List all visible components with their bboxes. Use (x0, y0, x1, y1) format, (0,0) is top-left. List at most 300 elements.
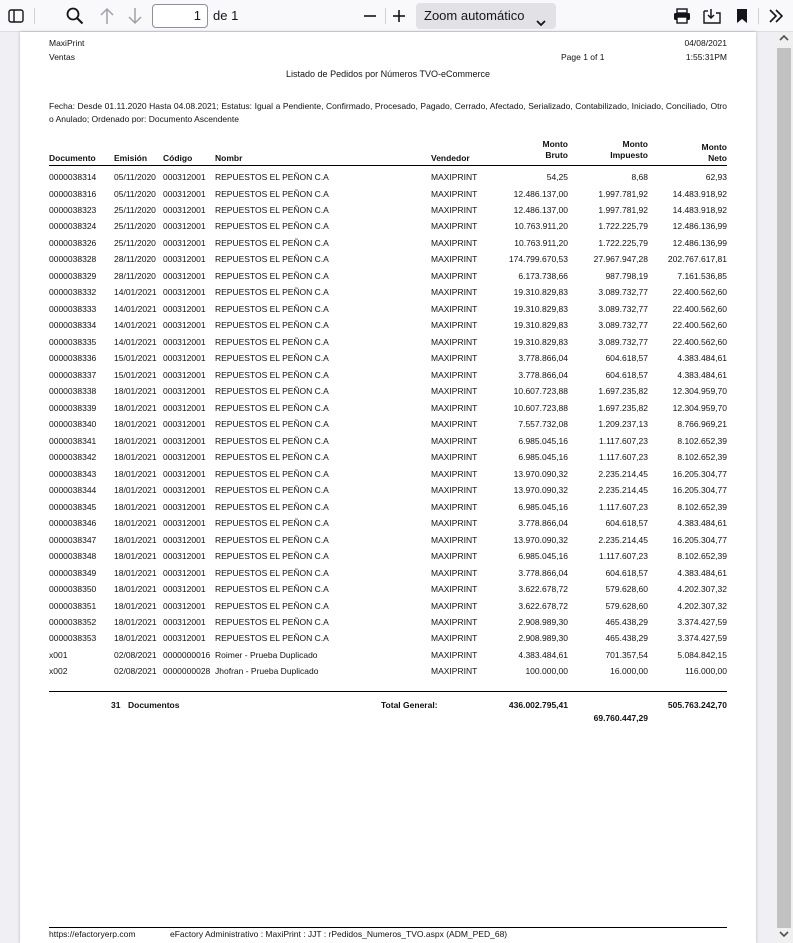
cell-vendedor: MAXIPRINT (431, 353, 478, 364)
cell-documento: x002 (49, 666, 68, 677)
cell-codigo: 000312001 (163, 188, 206, 199)
cell-monto-neto: 14.483.918,92 (672, 205, 727, 215)
cell-nombre: REPUESTOS EL PEÑON C.A (215, 468, 329, 479)
cell-monto-bruto: 3.778.866,04 (518, 369, 568, 380)
column-vendedor: Vendedor (431, 153, 470, 163)
cell-codigo: 000312001 (163, 320, 206, 331)
cell-monto-impuesto: 987.798,19 (605, 270, 648, 281)
cell-documento: 0000038338 (49, 386, 97, 397)
cell-codigo: 000312001 (163, 468, 206, 479)
cell-monto-impuesto: 1.209.237,13 (598, 419, 648, 430)
cell-monto-bruto: 12.486.137,00 (513, 205, 568, 215)
cell-vendedor: MAXIPRINT (431, 303, 478, 314)
scroll-down-icon[interactable] (779, 930, 789, 941)
cell-monto-impuesto: 465.438,29 (605, 633, 648, 644)
cell-monto-neto: 7.161.536,85 (677, 270, 727, 281)
cell-codigo: 000312001 (163, 534, 206, 545)
cell-documento: 0000038328 (49, 254, 97, 265)
cell-vendedor: MAXIPRINT (431, 270, 478, 281)
save-icon[interactable] (700, 4, 724, 28)
cell-codigo: 000312001 (163, 633, 206, 644)
cell-codigo: 000312001 (163, 617, 206, 627)
cell-monto-neto: 3.374.427,59 (677, 633, 727, 644)
cell-codigo: 000312001 (163, 205, 206, 215)
cell-monto-bruto: 19.310.829,83 (513, 336, 568, 347)
cell-vendedor: MAXIPRINT (431, 518, 478, 529)
module-name: Ventas (49, 52, 75, 62)
cell-monto-impuesto: 16.000,00 (610, 666, 648, 677)
cell-documento: 0000038352 (49, 617, 97, 627)
cell-monto-impuesto: 604.618,57 (605, 567, 648, 578)
cell-vendedor: MAXIPRINT (431, 172, 478, 182)
cell-nombre: REPUESTOS EL PEÑON C.A (215, 584, 329, 594)
cell-emision: 18/01/2021 (114, 386, 157, 397)
page-number-input[interactable]: 1 (152, 4, 208, 28)
cell-monto-impuesto: 2.235.214,45 (598, 534, 648, 545)
cell-codigo: 000312001 (163, 287, 206, 298)
cell-nombre: REPUESTOS EL PEÑON C.A (215, 435, 329, 446)
cell-emision: 18/01/2021 (114, 567, 157, 578)
cell-monto-impuesto: 3.089.732,77 (598, 336, 648, 347)
cell-monto-neto: 62,93 (705, 172, 727, 182)
zoom-in-icon[interactable] (387, 4, 411, 28)
cell-monto-impuesto: 3.089.732,77 (598, 287, 648, 298)
cell-codigo: 000312001 (163, 485, 206, 496)
cell-documento: 0000038353 (49, 633, 97, 644)
cell-nombre: REPUESTOS EL PEÑON C.A (215, 419, 329, 430)
cell-monto-bruto: 13.970.090,32 (513, 468, 568, 479)
cell-documento: 0000038345 (49, 501, 97, 512)
search-icon[interactable] (63, 4, 87, 28)
cell-nombre: REPUESTOS EL PEÑON C.A (215, 254, 329, 265)
cell-monto-bruto: 3.778.866,04 (518, 353, 568, 364)
cell-monto-neto: 8.102.652,39 (677, 551, 727, 561)
cell-nombre: REPUESTOS EL PEÑON C.A (215, 205, 329, 215)
cell-monto-bruto: 100.000,00 (525, 666, 568, 677)
cell-monto-neto: 4.383.484,61 (677, 369, 727, 380)
cell-monto-neto: 12.486.136,99 (672, 221, 727, 232)
cell-monto-neto: 202.767.617,81 (667, 254, 727, 265)
cell-monto-impuesto: 2.235.214,45 (598, 485, 648, 496)
cell-nombre: REPUESTOS EL PEÑON C.A (215, 237, 329, 248)
cell-codigo: 000312001 (163, 237, 206, 248)
cell-vendedor: MAXIPRINT (431, 666, 478, 677)
print-icon[interactable] (670, 4, 694, 28)
cell-monto-bruto: 13.970.090,32 (513, 534, 568, 545)
cell-monto-bruto: 6.985.045,16 (518, 452, 568, 463)
cell-vendedor: MAXIPRINT (431, 320, 478, 331)
cell-monto-impuesto: 1.997.781,92 (598, 188, 648, 199)
cell-codigo: 000312001 (163, 452, 206, 463)
cell-monto-impuesto: 1.117.607,23 (599, 435, 648, 446)
cell-monto-impuesto: 27.967.947,28 (593, 254, 648, 265)
cell-codigo: 0000000028 (163, 666, 211, 677)
cell-nombre: REPUESTOS EL PEÑON C.A (215, 172, 329, 182)
cell-emision: 14/01/2021 (114, 336, 157, 347)
cell-monto-bruto: 13.970.090,32 (513, 485, 568, 496)
next-page-icon[interactable] (123, 4, 147, 28)
cell-nombre: REPUESTOS EL PEÑON C.A (215, 386, 329, 397)
cell-monto-neto: 22.400.562,60 (672, 303, 727, 314)
cell-codigo: 000312001 (163, 435, 206, 446)
cell-codigo: 000312001 (163, 600, 206, 611)
cell-monto-impuesto: 2.235.214,45 (598, 468, 648, 479)
cell-monto-bruto: 6.985.045,16 (518, 551, 568, 561)
cell-codigo: 000312001 (163, 353, 206, 364)
total-count: 31 (111, 700, 121, 710)
cell-nombre: REPUESTOS EL PEÑON C.A (215, 501, 329, 512)
column-codigo: Código (163, 153, 193, 163)
cell-codigo: 000312001 (163, 551, 206, 561)
cell-documento: 0000038340 (49, 419, 97, 430)
cell-nombre: REPUESTOS EL PEÑON C.A (215, 353, 329, 364)
cell-documento: 0000038333 (49, 303, 97, 314)
cell-emision: 18/01/2021 (114, 501, 157, 512)
cell-monto-bruto: 2.908.989,30 (518, 617, 568, 627)
scroll-up-icon[interactable] (779, 34, 789, 45)
report-date: 04/08/2021 (684, 38, 727, 48)
cell-monto-bruto: 19.310.829,83 (513, 303, 568, 314)
cell-nombre: REPUESTOS EL PEÑON C.A (215, 600, 329, 611)
report-title: Listado de Pedidos por Números TVO-eCommerce (286, 69, 490, 79)
cell-emision: 18/01/2021 (114, 534, 157, 545)
cell-emision: 18/01/2021 (114, 584, 157, 594)
cell-nombre: REPUESTOS EL PEÑON C.A (215, 303, 329, 314)
cell-nombre: REPUESTOS EL PEÑON C.A (215, 551, 329, 561)
cell-nombre: REPUESTOS EL PEÑON C.A (215, 369, 329, 380)
cell-documento: x001 (49, 649, 68, 660)
cell-monto-neto: 22.400.562,60 (672, 336, 727, 347)
cell-vendedor: MAXIPRINT (431, 617, 478, 627)
cell-vendedor: MAXIPRINT (431, 435, 478, 446)
total-impuesto: 69.760.447,29 (593, 713, 648, 723)
cell-monto-neto: 3.374.427,59 (677, 617, 727, 627)
cell-monto-impuesto: 1.997.781,92 (598, 205, 648, 215)
cell-monto-neto: 4.383.484,61 (677, 567, 727, 578)
cell-vendedor: MAXIPRINT (431, 452, 478, 463)
cell-monto-bruto: 6.985.045,16 (518, 501, 568, 512)
cell-emision: 02/08/2021 (114, 649, 157, 660)
cell-vendedor: MAXIPRINT (431, 188, 478, 199)
cell-documento: 0000038337 (49, 369, 97, 380)
cell-codigo: 000312001 (163, 501, 206, 512)
cell-emision: 28/11/2020 (114, 254, 156, 265)
footer-url[interactable]: https://efactoryerp.com (49, 929, 136, 939)
cell-documento: 0000038339 (49, 402, 97, 413)
cell-monto-bruto: 3.778.866,04 (518, 518, 568, 529)
cell-nombre: REPUESTOS EL PEÑON C.A (215, 617, 329, 627)
cell-codigo: 000312001 (163, 386, 206, 397)
page-label: Page 1 of 1 (561, 52, 605, 62)
cell-vendedor: MAXIPRINT (431, 567, 478, 578)
cell-emision: 14/01/2021 (114, 287, 157, 298)
cell-codigo: 000312001 (163, 270, 206, 281)
cell-monto-neto: 8.766.969,21 (677, 419, 727, 430)
cell-vendedor: MAXIPRINT (431, 468, 478, 479)
cell-vendedor: MAXIPRINT (431, 237, 478, 248)
cell-vendedor: MAXIPRINT (431, 551, 478, 561)
cell-nombre: REPUESTOS EL PEÑON C.A (215, 402, 329, 413)
cell-monto-bruto: 10.763.911,20 (514, 237, 568, 248)
cell-vendedor: MAXIPRINT (431, 254, 478, 265)
cell-monto-bruto: 3.778.866,04 (518, 567, 568, 578)
cell-codigo: 000312001 (163, 221, 206, 232)
cell-vendedor: MAXIPRINT (431, 419, 478, 430)
cell-monto-impuesto: 8,68 (631, 172, 648, 182)
cell-documento: 0000038326 (49, 237, 97, 248)
cell-documento: 0000038349 (49, 567, 97, 578)
cell-monto-bruto: 54,25 (546, 172, 568, 182)
cell-nombre: Jhofran - Prueba Duplicado (215, 666, 319, 677)
cell-monto-impuesto: 1.697.235,82 (598, 402, 648, 413)
cell-nombre: REPUESTOS EL PEÑON C.A (215, 534, 329, 545)
cell-monto-neto: 16.205.304,77 (672, 468, 727, 479)
cell-nombre: REPUESTOS EL PEÑON C.A (215, 452, 329, 463)
pdf-toolbar (0, 0, 793, 32)
cell-monto-bruto: 2.908.989,30 (518, 633, 568, 644)
cell-monto-impuesto: 1.697.235,82 (598, 386, 648, 397)
cell-codigo: 000312001 (163, 369, 206, 380)
cell-documento: 0000038323 (49, 205, 97, 215)
cell-codigo: 000312001 (163, 336, 206, 347)
cell-monto-neto: 8.102.652,39 (677, 435, 727, 446)
cell-monto-impuesto: 604.618,57 (605, 518, 648, 529)
cell-emision: 05/11/2020 (114, 172, 156, 182)
cell-nombre: REPUESTOS EL PEÑON C.A (215, 336, 329, 347)
report-time: 1:55:31PM (685, 52, 727, 62)
report-filters: Fecha: Desde 01.11.2020 Hasta 04.08.2021; Estatus: Igual a Pendiente, Confirmado, Procesado, Pagado, Cerrado, Afectado, Serializado, Contabilizado, Iniciado, Conciliado, Otro o Anulado; Ordenado por: Documento Ascendente (49, 101, 727, 124)
cell-codigo: 000312001 (163, 172, 206, 182)
page-count-label: de 1 (213, 8, 239, 23)
cell-emision: 18/01/2021 (114, 617, 157, 627)
cell-monto-bruto: 19.310.829,83 (513, 320, 568, 331)
cell-monto-bruto: 4.383.484,61 (518, 649, 568, 660)
previous-page-icon[interactable] (95, 4, 119, 28)
zoom-out-icon[interactable] (358, 4, 382, 28)
cell-monto-impuesto: 579.628,60 (605, 584, 648, 594)
cell-emision: 18/01/2021 (114, 633, 157, 644)
cell-vendedor: MAXIPRINT (431, 336, 478, 347)
toolbar-separator (34, 8, 35, 24)
cell-monto-neto: 12.304.959,70 (672, 386, 727, 397)
cell-codigo: 000312001 (163, 303, 206, 314)
cell-monto-neto: 16.205.304,77 (672, 534, 727, 545)
column-neto-line1: Monto (701, 142, 727, 152)
zoom-select-value: Zoom automático (424, 8, 525, 23)
cell-documento: 0000038341 (49, 435, 97, 446)
cell-monto-neto: 16.205.304,77 (672, 485, 727, 496)
cell-vendedor: MAXIPRINT (431, 649, 478, 660)
toolbar-separator (758, 8, 759, 24)
cell-monto-bruto: 7.557.732,08 (518, 419, 568, 430)
column-bruto-line1: Monto (542, 139, 568, 149)
cell-emision: 18/01/2021 (114, 600, 157, 611)
cell-monto-neto: 8.102.652,39 (677, 501, 727, 512)
cell-documento: 0000038348 (49, 551, 97, 561)
cell-documento: 0000038334 (49, 320, 97, 331)
cell-emision: 25/11/2020 (114, 221, 156, 232)
cell-vendedor: MAXIPRINT (431, 369, 478, 380)
cell-documento: 0000038350 (49, 584, 97, 594)
cell-codigo: 000312001 (163, 419, 206, 430)
cell-emision: 18/01/2021 (114, 402, 157, 413)
cell-emision: 18/01/2021 (114, 518, 157, 529)
cell-nombre: REPUESTOS EL PEÑON C.A (215, 270, 329, 281)
cell-monto-bruto: 6.173.738,66 (518, 270, 568, 281)
column-impuesto-line2: Impuesto (610, 150, 648, 160)
column-nombre: Nombr (215, 153, 243, 163)
cell-monto-impuesto: 701.357,54 (605, 649, 648, 660)
cell-vendedor: MAXIPRINT (431, 584, 478, 594)
cell-documento: 0000038332 (49, 287, 97, 298)
cell-nombre: Roimer - Prueba Duplicado (215, 649, 318, 660)
cell-monto-impuesto: 1.117.607,23 (599, 551, 648, 561)
cell-monto-neto: 116.000,00 (685, 666, 727, 677)
cell-nombre: REPUESTOS EL PEÑON C.A (215, 567, 329, 578)
cell-vendedor: MAXIPRINT (431, 221, 478, 232)
cell-emision: 28/11/2020 (114, 270, 156, 281)
toolbar-separator (385, 8, 386, 24)
cell-nombre: REPUESTOS EL PEÑON C.A (215, 221, 329, 232)
cell-emision: 18/01/2021 (114, 551, 157, 561)
cell-emision: 18/01/2021 (114, 419, 157, 430)
scrollbar-thumb[interactable] (777, 48, 791, 928)
bookmark-icon[interactable] (730, 4, 754, 28)
cell-nombre: REPUESTOS EL PEÑON C.A (215, 320, 329, 331)
cell-vendedor: MAXIPRINT (431, 402, 478, 413)
cell-documento: 0000038346 (49, 518, 97, 529)
total-count-label: Documentos (128, 700, 180, 710)
column-neto-line2: Neto (708, 153, 727, 163)
cell-monto-neto: 4.383.484,61 (677, 353, 727, 364)
cell-documento: 0000038335 (49, 336, 97, 347)
cell-monto-impuesto: 3.089.732,77 (598, 320, 648, 331)
cell-documento: 0000038342 (49, 452, 97, 463)
cell-emision: 18/01/2021 (114, 435, 157, 446)
cell-emision: 14/01/2021 (114, 303, 157, 314)
vertical-scrollbar[interactable] (775, 32, 793, 943)
cell-vendedor: MAXIPRINT (431, 386, 478, 397)
cell-vendedor: MAXIPRINT (431, 633, 478, 644)
cell-documento: 0000038343 (49, 468, 97, 479)
cell-vendedor: MAXIPRINT (431, 600, 478, 611)
total-bruto: 436.002.795,41 (508, 700, 568, 710)
cell-emision: 15/01/2021 (114, 353, 157, 364)
cell-monto-bruto: 6.985.045,16 (518, 435, 568, 446)
cell-vendedor: MAXIPRINT (431, 485, 478, 496)
cell-documento: 0000038347 (49, 534, 97, 545)
cell-nombre: REPUESTOS EL PEÑON C.A (215, 485, 329, 496)
cell-monto-bruto: 19.310.829,83 (513, 287, 568, 298)
cell-emision: 18/01/2021 (114, 485, 157, 496)
cell-monto-impuesto: 604.618,57 (605, 369, 648, 380)
cell-monto-impuesto: 579.628,60 (605, 600, 648, 611)
cell-monto-bruto: 12.486.137,00 (513, 188, 568, 199)
cell-vendedor: MAXIPRINT (431, 534, 478, 545)
cell-monto-bruto: 174.799.670,53 (508, 254, 568, 265)
cell-monto-bruto: 10.763.911,20 (514, 221, 568, 232)
cell-emision: 18/01/2021 (114, 468, 157, 479)
cell-codigo: 000312001 (163, 584, 206, 594)
totals-rule (49, 691, 727, 692)
cell-monto-neto: 12.486.136,99 (672, 237, 727, 248)
cell-monto-neto: 8.102.652,39 (677, 452, 727, 463)
column-bruto-line2: Bruto (545, 150, 568, 160)
header-rule (49, 165, 727, 166)
cell-monto-bruto: 10.607.723,88 (513, 402, 568, 413)
cell-emision: 14/01/2021 (114, 320, 157, 331)
cell-codigo: 0000000016 (163, 649, 211, 660)
cell-monto-neto: 14.483.918,92 (672, 188, 727, 199)
cell-nombre: REPUESTOS EL PEÑON C.A (215, 188, 329, 199)
cell-emision: 02/08/2021 (114, 666, 157, 677)
cell-monto-neto: 5.084.842,15 (677, 649, 727, 660)
cell-nombre: REPUESTOS EL PEÑON C.A (215, 287, 329, 298)
cell-documento: 0000038324 (49, 221, 97, 232)
cell-monto-impuesto: 1.117.607,23 (599, 501, 648, 512)
cell-vendedor: MAXIPRINT (431, 501, 478, 512)
cell-documento: 0000038336 (49, 353, 97, 364)
footer-rule (49, 927, 727, 928)
cell-monto-bruto: 3.622.678,72 (518, 584, 568, 594)
company-name: MaxiPrint (49, 38, 85, 48)
cell-monto-impuesto: 1.722.225,79 (598, 221, 648, 232)
cell-monto-impuesto: 465.438,29 (605, 617, 648, 627)
cell-documento: 0000038314 (49, 172, 97, 182)
cell-monto-neto: 22.400.562,60 (672, 320, 727, 331)
cell-nombre: REPUESTOS EL PEÑON C.A (215, 518, 329, 529)
cell-nombre: REPUESTOS EL PEÑON C.A (215, 633, 329, 644)
cell-documento: 0000038316 (49, 188, 97, 199)
cell-vendedor: MAXIPRINT (431, 205, 478, 215)
cell-monto-impuesto: 604.618,57 (605, 353, 648, 364)
pdf-page (20, 32, 756, 943)
column-emision: Emisión (114, 153, 148, 163)
cell-codigo: 000312001 (163, 567, 206, 578)
cell-monto-impuesto: 1.117.607,23 (599, 452, 648, 463)
cell-documento: 0000038329 (49, 270, 97, 281)
cell-monto-neto: 4.202.307,32 (677, 600, 727, 611)
zoom-select[interactable] (416, 3, 556, 29)
total-label: Total General: (381, 700, 438, 710)
cell-emision: 25/11/2020 (114, 237, 156, 248)
column-impuesto-line1: Monto (622, 139, 648, 149)
cell-monto-neto: 22.400.562,60 (672, 287, 727, 298)
cell-codigo: 000312001 (163, 402, 206, 413)
cell-monto-impuesto: 1.722.225,79 (598, 237, 648, 248)
cell-emision: 18/01/2021 (114, 452, 157, 463)
cell-monto-neto: 12.304.959,70 (672, 402, 727, 413)
cell-monto-bruto: 10.607.723,88 (513, 386, 568, 397)
cell-codigo: 000312001 (163, 254, 206, 265)
more-tools-icon[interactable] (764, 4, 788, 28)
cell-emision: 25/11/2020 (114, 205, 156, 215)
cell-vendedor: MAXIPRINT (431, 287, 478, 298)
column-documento: Documento (49, 153, 96, 163)
cell-emision: 15/01/2021 (114, 369, 157, 380)
cell-documento: 0000038351 (49, 600, 97, 611)
cell-monto-neto: 4.383.484,61 (677, 518, 727, 529)
footer-info: eFactory Administrativo : MaxiPrint : JJT : rPedidos_Numeros_TVO.aspx (ADM_PED_68) (170, 929, 508, 939)
cell-monto-bruto: 3.622.678,72 (518, 600, 568, 611)
cell-codigo: 000312001 (163, 518, 206, 529)
cell-emision: 05/11/2020 (114, 188, 156, 199)
cell-documento: 0000038344 (49, 485, 97, 496)
cell-monto-neto: 4.202.307,32 (677, 584, 727, 594)
sidebar-toggle-icon[interactable] (4, 4, 28, 28)
cell-monto-impuesto: 3.089.732,77 (598, 303, 648, 314)
total-neto: 505.763.242,70 (667, 700, 727, 710)
